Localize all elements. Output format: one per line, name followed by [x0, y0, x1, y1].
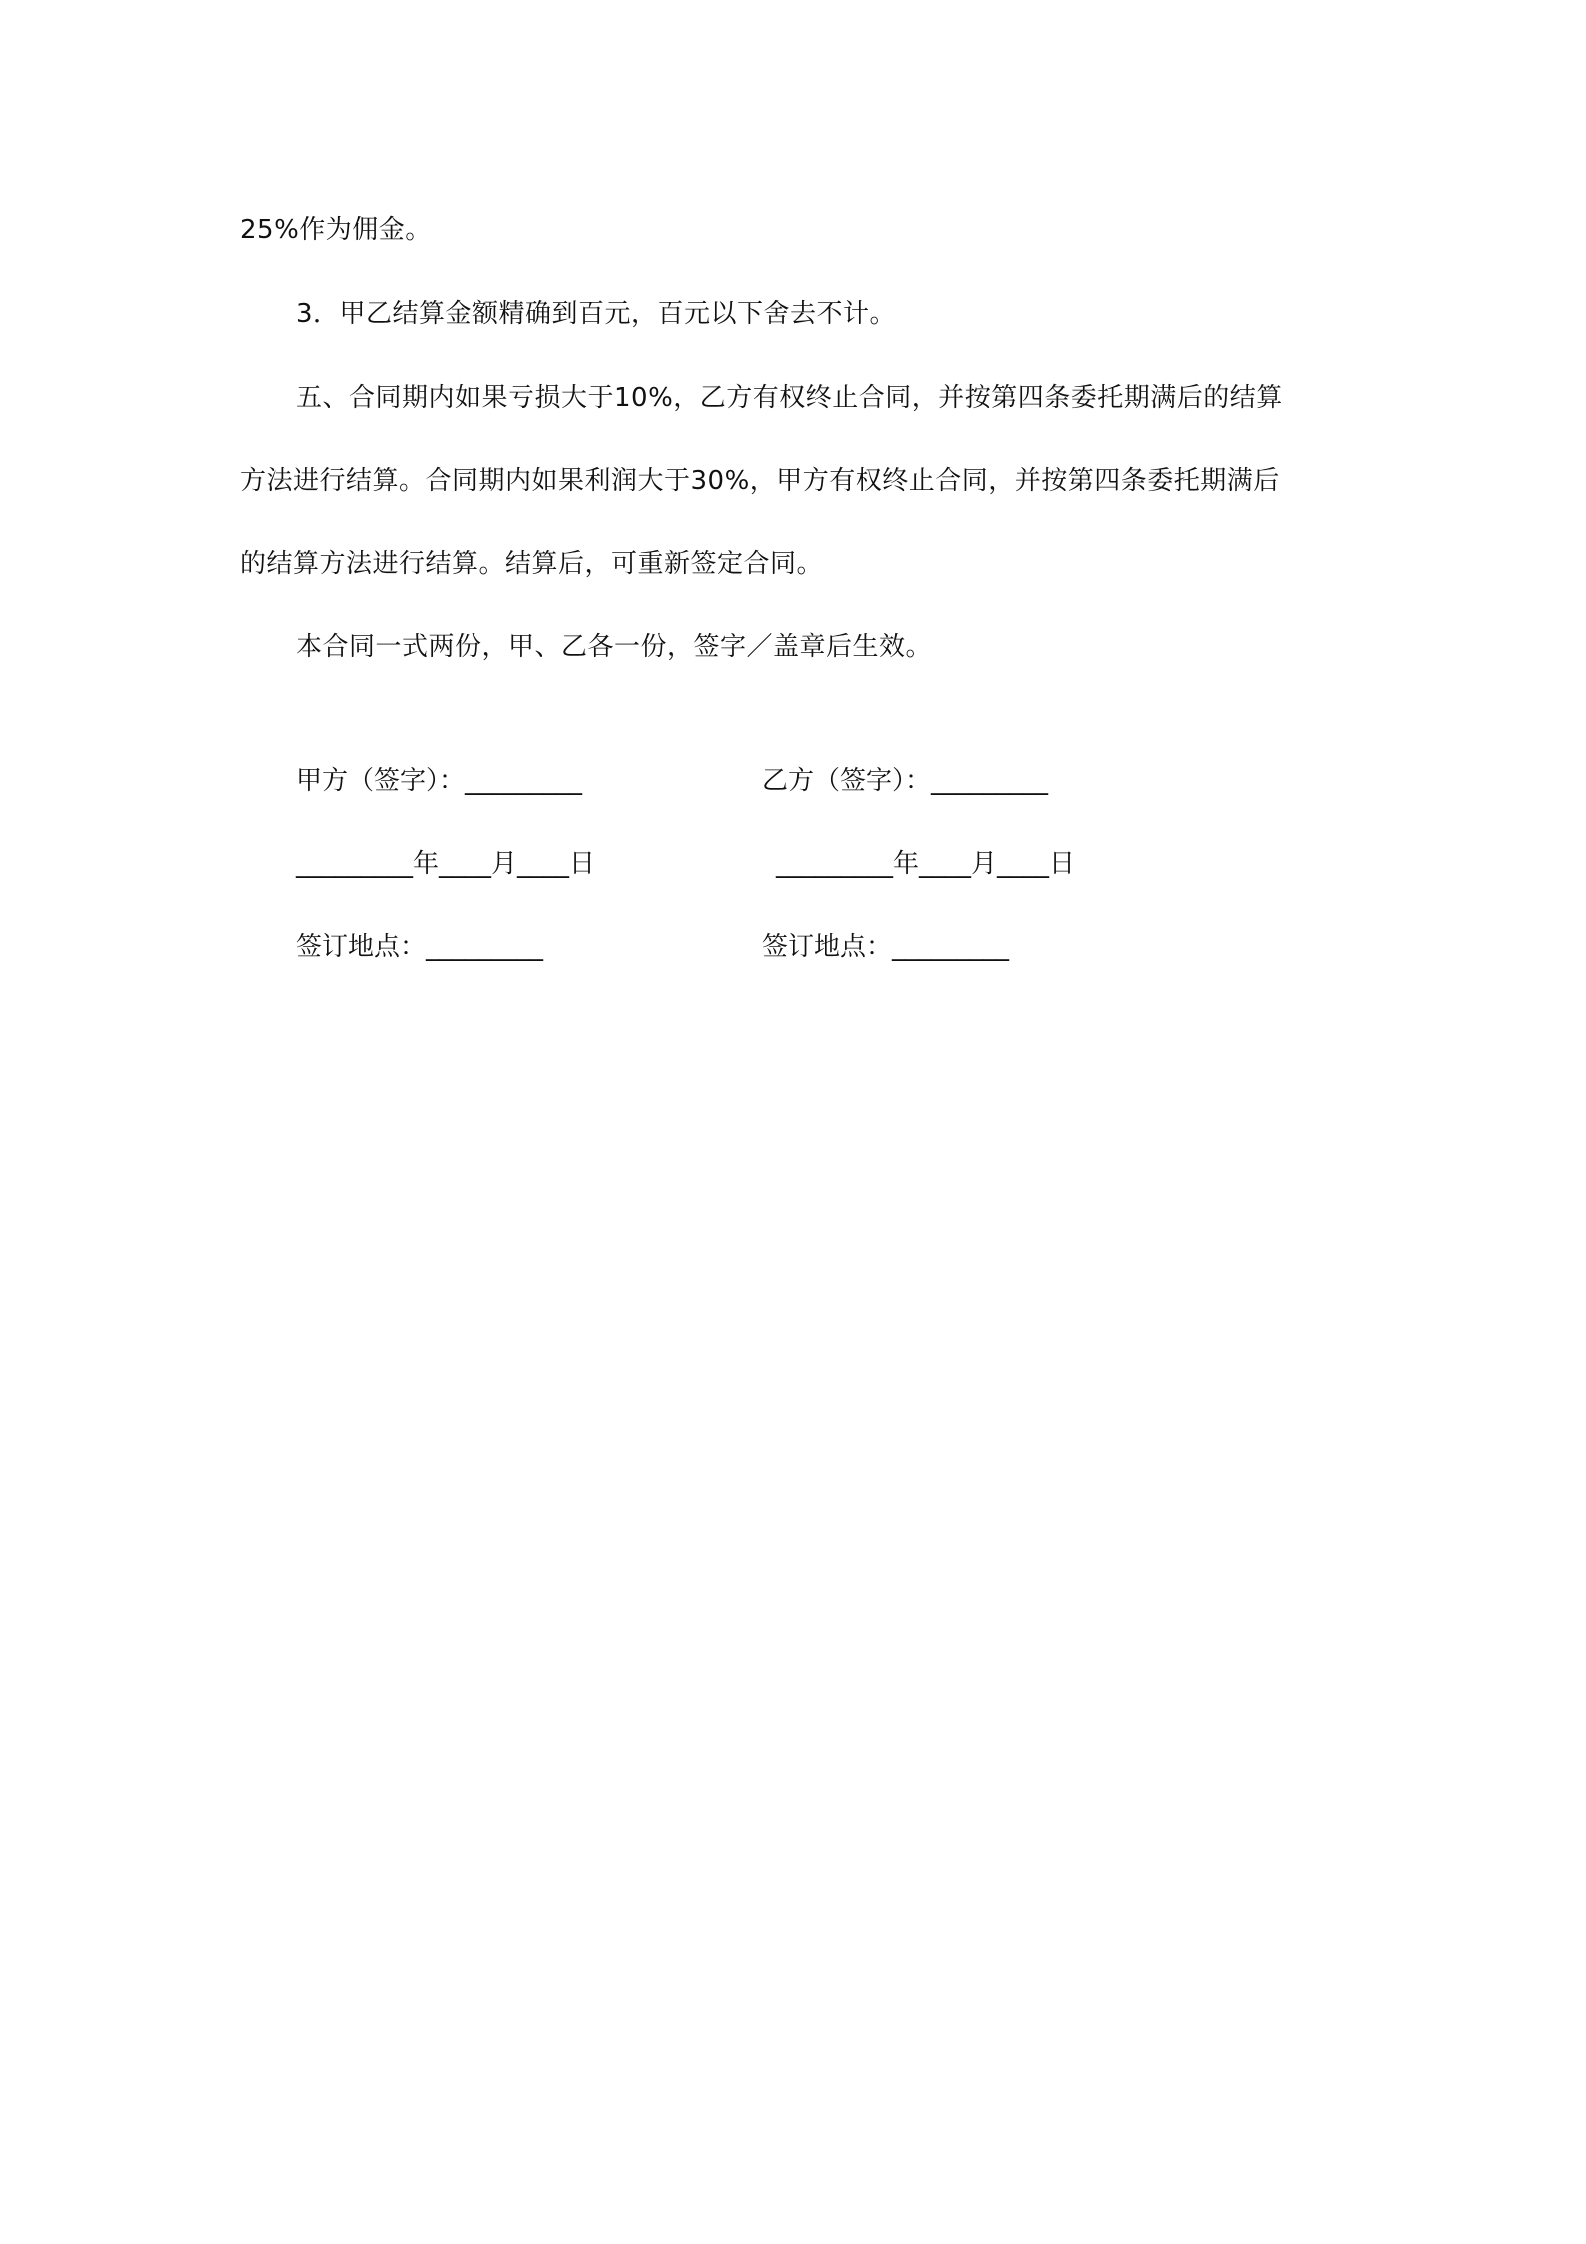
party-a-signature-field: 甲方（签字）：_________	[296, 766, 583, 796]
contract-copies-statement: 本合同一式两份，甲、乙各一份，签字／盖章后生效。	[296, 632, 933, 662]
party-b-date-field: _________年____月____日	[776, 849, 1076, 879]
party-a-signing-place-field: 签订地点：_________	[296, 932, 544, 962]
clause-5-line-2: 方法进行结算。合同期内如果利润大于30%，甲方有权终止合同，并按第四条委托期满后	[240, 466, 1280, 496]
party-a-date-field: _________年____月____日	[296, 849, 596, 879]
clause-3-settlement-precision: 3．甲乙结算金额精确到百元，百元以下舍去不计。	[296, 299, 897, 329]
clause-5-line-3: 的结算方法进行结算。结算后，可重新签定合同。	[240, 549, 824, 579]
party-b-signature-field: 乙方（签字）：_________	[762, 766, 1049, 796]
party-b-signing-place-field: 签订地点：_________	[762, 932, 1010, 962]
clause-5-line-1: 五、合同期内如果亏损大于10%，乙方有权终止合同，并按第四条委托期满后的结算	[296, 383, 1283, 413]
paragraph-line-commission: 25%作为佣金。	[240, 215, 432, 245]
